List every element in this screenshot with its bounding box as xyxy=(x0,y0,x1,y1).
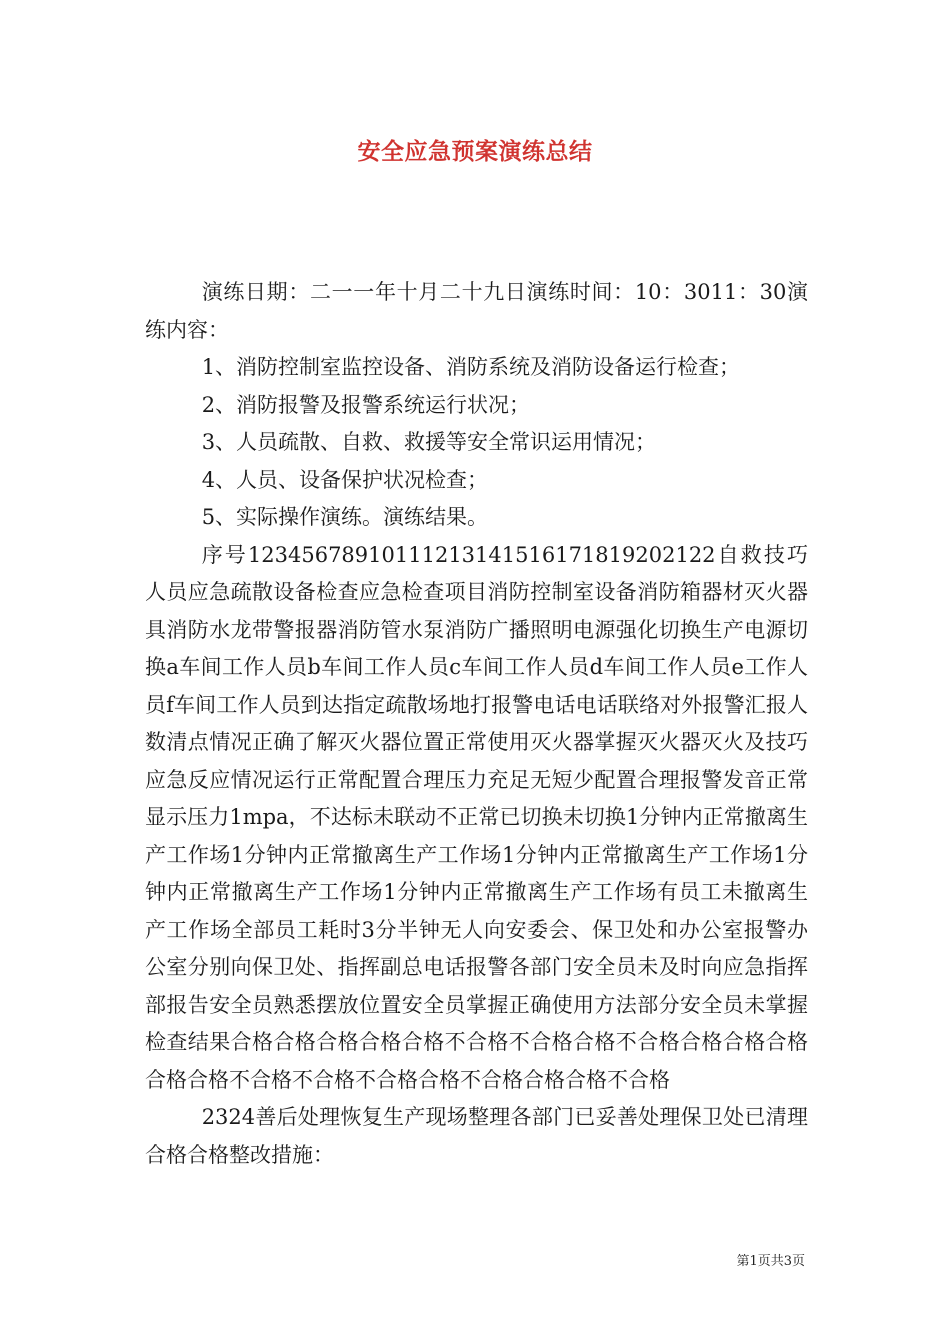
paragraph-drill-date: 演练日期：二一一年十月二十九日演练时间：10：3011：30演练内容： xyxy=(145,280,808,342)
paragraph-item-4: 4、人员、设备保护状况检查； xyxy=(201,467,489,492)
document-body xyxy=(145,274,808,1174)
page-number-footer: 第1页共3页 xyxy=(736,1254,805,1269)
paragraph-followup: 2324善后处理恢复生产现场整理各部门已妥善处理保卫处已清理合格合格整改措施： xyxy=(145,1105,808,1167)
paragraph-item-2: 2、消防报警及报警系统运行状况； xyxy=(201,392,531,417)
paragraph-item-5: 5、实际操作演练。演练结果。 xyxy=(201,505,489,529)
paragraph-results: 序号12345678910111213141516171819202122自救技巧人员应急疏散设备检查应急检查项目消防控制室设备消防箱器材灭火器具消防水龙带警报器消防管水泵消防广播照明电源强化切换生产电源切换a车间工作人员b车间工作人员c车间工作人员d车间工作人员e工作人员f车间工作人员到达指定疏散场地打报警电话电话联络对外报警汇报人数清点情况正确了解灭火器位置正常使用灭火器掌握灭火器灭火及技巧应急反应情况运行正常配置合理压力充足无短少配置合理报警发音正常显示压力1mpa，不达标未联动不正常已切换未切换1分钟内正常撤离生产工作场1分钟内正常撤离生产工作场1分钟内正常撤离生产工作场1分钟内正常撤离生产工作场1分钟内正常撤离生产工作场有员工未撤离生产工作场全部员工耗时3分半钟无人向安委会、保卫处和办公室报警办公室分别向保卫处、指挥副总电话报警各部门安全员未及时向应急指挥部报告安全员熟悉摆放位置安全员掌握正确使用方法部分安全员未掌握检查结果合格合格合格合格合格不合格不合格合格不合格合格合格合格合格合格不合格不合格不合格合格不合格合格合格不合格 xyxy=(145,542,808,1092)
paragraph-item-3: 3、人员疏散、自救、救援等安全常识运用情况； xyxy=(201,430,657,454)
document-title: 安全应急预案演练总结 xyxy=(357,139,593,165)
paragraph-item-1: 1、消防控制室监控设备、消防系统及消防设备运行检查； xyxy=(201,355,741,379)
